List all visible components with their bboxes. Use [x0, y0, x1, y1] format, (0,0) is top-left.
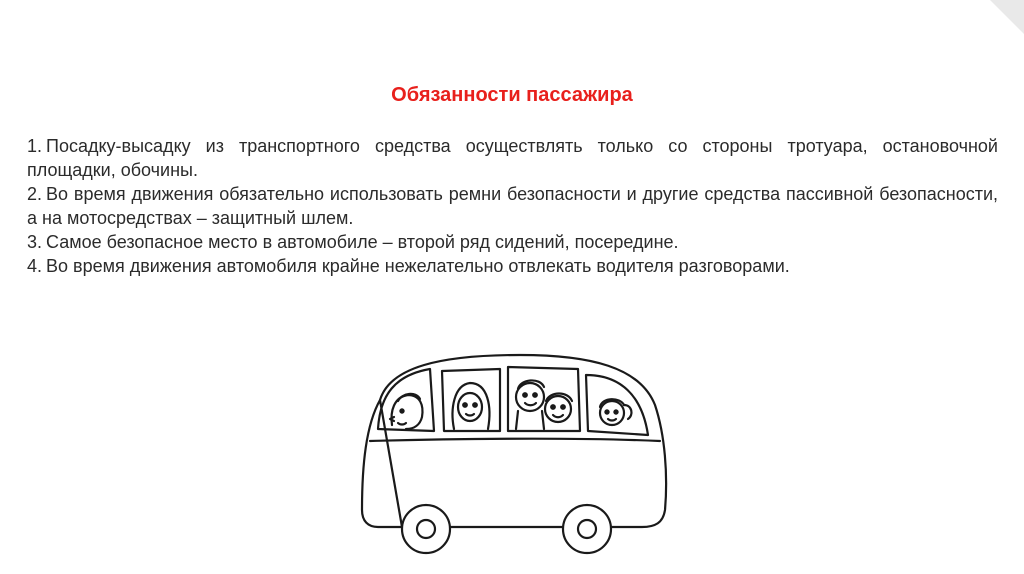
corner-fold [990, 0, 1024, 34]
item-text: Самое безопасное место в автомобиле – второй ряд сидений, посередине. [46, 232, 679, 252]
list-item [27, 134, 998, 182]
bus-icon [350, 345, 670, 560]
duties-list [27, 134, 998, 278]
list-item [27, 230, 998, 254]
list-item [27, 254, 998, 278]
item-number: 4. [27, 256, 43, 276]
item-number: 1. [27, 136, 43, 156]
item-text: Посадку-высадку из транспортного средства осуществлять только со стороны тротуара, остановочной площадки, обочины. [27, 136, 998, 180]
item-number: 2. [27, 184, 43, 204]
list-item [27, 182, 998, 230]
item-number: 3. [27, 232, 43, 252]
bus-illustration [350, 345, 670, 560]
item-text: Во время движения автомобиля крайне нежелательно отвлекать водителя разговорами. [46, 256, 790, 276]
slide-title: Обязанности пассажира [391, 84, 633, 106]
item-text: Во время движения обязательно использовать ремни безопасности и другие средства пассивной безопасности, а на мотосредствах – защитный шлем. [27, 184, 998, 228]
